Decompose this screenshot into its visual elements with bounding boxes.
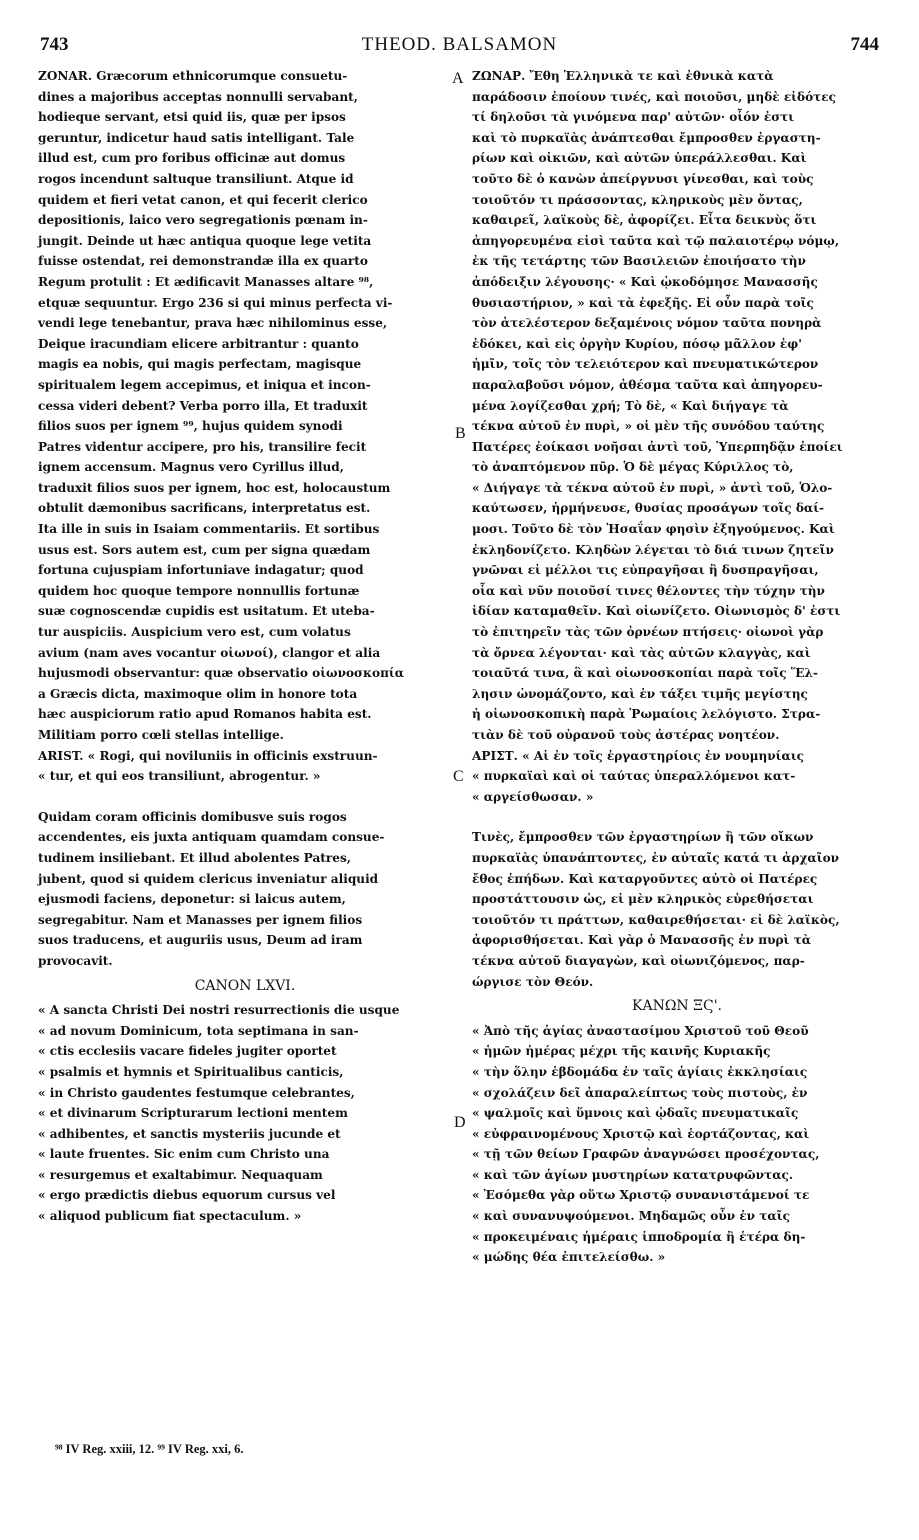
text-line: « προκειμέναις ἡμέραις ἱπποδρομία ἢ ἑτέρα δη- [472,1229,806,1244]
text-line: καὶ τὸ πυρκαϊὰς ἀνάπτεσθαι ἔμπροσθεν ἐργαστη- [472,130,821,145]
text-line: « aliquod publicum fiat spectaculum. » [38,1209,302,1224]
text-line: quidem hoc quoque tempore nonnullis fortunæ [38,583,360,598]
text-line: « resurgemus et exaltabimur. Nequaquam [38,1167,323,1182]
text-line: depositionis, laico vero segregationis pœnam in- [38,213,368,228]
text-line: τιὰν δὲ τοῦ οὐρανοῦ τοὺς ἀστέρας νοητέον. [472,728,780,742]
text-line: spiritualem legem accepimus, et iniqua et incon- [38,377,371,392]
text-line: « psalmis et hymnis et Spiritualibus canticis, [38,1064,344,1079]
greek-zonaras-commentary [472,66,882,746]
text-line: « σχολάζειν δεῖ ἀπαραλείπτως τοὺς πιστοὺς, ἐν [472,1085,808,1100]
page-header [40,34,879,60]
text-line: Πατέρες ἐοίκασι νοῆσαι ἀντὶ τοῦ, Ὑπερπηδᾷν ἐποίει [472,439,843,454]
text-line: ρίων καὶ οἰκιῶν, καὶ αὐτῶν ὑπεράλλεσθαι. Καὶ [472,151,807,166]
text-line: τὰ ὄρνεα λέγονται· καὶ τὰς αὐτῶν κλαγγὰς, καὶ [472,645,811,660]
text-line: « καὶ τῶν ἁγίων μυστηρίων κατατρυφῶντας. [472,1167,794,1182]
text-line: ejusmodi faciens, deponetur: si laicus autem, [38,892,346,907]
text-line: τοιοῦτόν τι πράττων, καθαιρεθήσεται· εἰ δὲ λαϊκὸς, [472,912,840,927]
text-line: ἡμῖν, τοῖς τὸν τελειότερον καὶ πνευματικώτερον [472,357,819,372]
text-line: πυρκαϊὰς ὑπανάπτοντες, ἐν αὐταῖς κατά τι ἀρχαῖον [472,850,840,865]
text-line: rogos incendunt saltuque transiliunt. Atque id [38,171,354,186]
text-line: « Διήγαγε τὰ τέκνα αὐτοῦ ἐν πυρὶ, » ἀντὶ τοῦ, Ὁλο- [472,480,833,495]
text-line: hujusmodi observantur: quæ observatio οἰωνοσκοπία [38,666,405,681]
text-line: tur auspiciis. Auspicium vero est, cum volatus [38,625,351,640]
latin-column [38,66,452,1227]
text-line: « tur, et qui eos transiliunt, abrogentur. » [38,769,321,784]
latin-canon-title: CANON LXVI. [194,977,296,994]
text-line: ἐκληδονίζετο. Κληδὼν λέγεται τὸ διά τινων ζητεῖν [472,542,834,557]
text-line: « ctis ecclesiis vacare fideles jugiter oportet [38,1044,337,1059]
text-line: etquæ sequuntur. Ergo 236 si qui minus perfecta vi- [38,295,393,310]
text-line: « μώδης θέα ἐπιτελείσθω. » [472,1250,666,1265]
latin-paraphrase [38,807,452,972]
text-line: « Ἀπὸ τῆς ἁγίας ἀναστασίμου Χριστοῦ τοῦ Θεοῦ [472,1023,809,1038]
margin-letter-a: A [452,70,464,87]
text-line: τέκνα αὐτοῦ ἐν πυρὶ, » οἱ μὲν τῆς συνόδου ταύτης [472,419,825,434]
text-line: τέκνα αὐτοῦ διαγαγὼν, καὶ οἰωνιζόμενος, παρ- [472,953,805,968]
text-line: ώργισε τὸν Θεόν. [472,974,594,989]
page-number-right: 744 [850,34,879,55]
latin-aristenus-summary [38,746,452,787]
text-line: illud est, cum pro foribus officinæ aut domus [38,151,346,166]
text-line: « τὴν ὅλην ἑβδομάδα ἐν ταῖς ἁγίαις ἐκκλησίαις [472,1064,808,1079]
text-line: μοσι. Τοῦτο δὲ τὸν Ἠσαΐαν φησὶν ἐξηγούμενος. Καὶ [472,522,835,537]
text-line: « πυρκαϊαὶ καὶ οἱ ταύτας ὑπεραλλόμενοι κατ- [472,769,796,784]
text-line: ἀφορισθήσεται. Καὶ γὰρ ὁ Μανασσῆς ἐν πυρὶ τὰ [472,933,812,948]
latin-canon-text [38,1000,452,1227]
text-line: Regum protulit : Et ædificavit Manasses altare ⁹⁸, [38,274,374,289]
greek-aristenus-summary [472,746,882,808]
text-line: Deique iracundiam elicere arbitrantur : quanto [38,336,359,351]
text-line: fortuna cujuspiam infortuniave indagatur; quod [38,563,364,578]
text-line: « in Christo gaudentes festumque celebrantes, [38,1085,355,1100]
text-line: ignem accensum. Magnus vero Cyrillus illud, [38,460,344,475]
text-line: « Ἐσόμεθα γὰρ οὕτω Χριστῷ συνανιστάμενοί τε [472,1188,810,1203]
text-line: fuisse ostendat, rei demonstrandæ illa ex quarto [38,254,368,269]
margin-letter-d: D [454,1114,466,1131]
text-line: καύτωσεν, ἡρμήνευσε, θυσίας προσάγων τοῖς δαί- [472,501,825,516]
text-line: ΑΡΙΣΤ. « Αἱ ἐν τοῖς ἐργαστηρίοις ἐν νουμηνίαις [472,748,805,763]
text-line: hæc auspiciorum ratio apud Romanos habita est. [38,707,372,722]
text-line: Τινὲς, ἔμπροσθεν τῶν ἐργαστηρίων ἢ τῶν οἴκων [472,830,814,845]
text-line: « ad novum Dominicum, tota septimana in san- [38,1023,359,1038]
text-line: a Græcis dicta, maximoque olim in honore tota [38,686,358,701]
text-line: ἰδίαν καταμαθεῖν. Καὶ οἰωνίζετο. Οἰωνισμὸς δ' ἐστι [472,604,841,619]
text-line: « laute fruentes. Sic enim cum Christo una [38,1147,330,1162]
text-line: καθαιρεῖ, λαϊκοὺς δὲ, ἀφορίζει. Εἶτα δεικνὺς ὅτι [472,213,817,228]
text-line: obtulit dæmonibus sacrificans, interpretatus est. [38,501,371,516]
text-line: jubent, quod si quidem clericus inveniatur aliquid [38,871,379,886]
text-line: tudinem insiliebant. Et illud abolentes Patres, [38,850,351,865]
text-line: Militiam porro cœli stellas intellige. [38,728,284,742]
text-line: « τῇ τῶν θείων Γραφῶν ἀναγνώσει προσέχοντας, [472,1147,820,1162]
text-line: suæ cognoscendæ cupidis est usitatum. Et uteba- [38,604,375,619]
text-line: hodieque servant, etsi quid iis, quæ per ipsos [38,110,346,125]
text-line: « et divinarum Scripturarum lectioni mentem [38,1106,348,1121]
text-line: provocavit. [38,953,113,968]
text-line: παραλαβοῦσι νόμον, ἀθέσμα ταῦτα καὶ ἀπηγορευ- [472,377,823,392]
text-line: cessa videri debent? Verba porro illa, Et traduxit [38,398,368,413]
text-line: « adhibentes, et sanctis mysteriis jucunde et [38,1126,341,1141]
text-line: « αργείσθωσαν. » [472,789,594,804]
text-line: τὸν ἀτελέστερον δεξαμένοις νόμον ταῦτα πονηρὰ [472,316,822,331]
text-line: θυσιαστήριον, » καὶ τὰ ἐφεξῆς. Εἰ οὖν παρὰ τοῖς [472,295,814,310]
text-line: avium (nam aves vocantur οἰωνοί), clangor et alia [38,645,381,660]
text-line: traduxit filios suos per ignem, hoc est, holocaustum [38,480,391,495]
text-line: γνῶναι εἰ μέλλοι τις εὐπραγῆσαι ἢ δυσπραγῆσαι, [472,563,819,578]
text-line: geruntur, indicetur haud satis intelligant. Tale [38,130,355,145]
text-line: ἐδόκει, καὶ εἰς ὀργὴν Κυρίου, πόσῳ μᾶλλον ἐφ' [472,336,802,351]
text-line: « A sancta Christi Dei nostri resurrectionis die usque [38,1003,400,1018]
text-line: usus est. Sors autem est, cum per signa quædam [38,542,371,557]
text-line: magis ea nobis, qui magis perfectam, magisque [38,357,362,372]
text-line: suos traducens, et auguriis usus, Deum ad iram [38,933,363,948]
text-line: filios suos per ignem ⁹⁹, hujus quidem synodi [38,419,343,434]
text-line: παράδοσιν ἐποίουν τινές, καὶ ποιοῦσι, μηδὲ εἰδότες [472,89,837,104]
text-line: προστάττουσιν ὡς, εἰ μὲν κληρικὸς εὑρεθήσεται [472,892,814,907]
text-line: « ψαλμοῖς καὶ ὕμνοις καὶ ᾠδαῖς πνευματικαῖς [472,1106,799,1121]
greek-column [472,66,882,1268]
text-line: « εὐφραινομένους Χριστῷ καὶ ἑορτάζοντας, καὶ [472,1126,810,1141]
greek-canon-text [472,1021,882,1268]
text-line: Quidam coram officinis domibusve suis rogos [38,809,347,824]
text-line: τοῦτο δὲ ὁ κανὼν ἀπείργνυσι γίνεσθαι, καὶ τοὺς [472,171,814,186]
text-line: « ἡμῶν ἡμέρας μέχρι τῆς καινῆς Κυριακῆς [472,1044,771,1059]
text-line: τὸ ἐπιτηρεῖν τὰς τῶν ὀρνέων πτήσεις· οἰωνοὶ γὰρ [472,625,824,640]
text-line: Ita ille in suis in Isaiam commentariis. Et sortibus [38,522,380,537]
text-line: « καὶ συνανυψούμενοι. Μηδαμῶς οὖν ἐν ταῖς [472,1209,790,1224]
text-line: μένα λογίζεσθαι χρή; Τὸ δὲ, « Καὶ διήγαγε τὰ [472,398,789,413]
text-line: τὸ ἀναπτόμενον πῦρ. Ὁ δὲ μέγας Κύριλλος τὸ, [472,460,794,475]
text-line: ἀπηγορευμένα εἰσὶ ταῦτα καὶ τῷ παλαιοτέρῳ νόμῳ, [472,233,840,248]
text-line: ἐκ τῆς τετάρτης τῶν Βασιλειῶν ἐποιήσατο τὴν [472,254,806,269]
text-line: vendi lege tenebantur, prava hæc nihilominus esse, [38,316,388,331]
text-line: ἀπόδειξιν λέγουσης· « Καὶ ᾠκοδόμησε Μανασσῆς [472,274,818,289]
text-line: ARIST. « Rogi, qui noviluniis in officinis exstruun- [38,748,378,763]
text-line: τί δηλοῦσι τὰ γινόμενα παρ' αὐτῶν· οἷόν ἐστι [472,110,795,125]
page-number-left: 743 [40,34,69,55]
greek-paraphrase [472,827,882,992]
text-line: λησιν ὠνομάζοντο, καὶ ἐν τάξει τιμῆς μεγίστης [472,686,808,701]
text-line: ΖΩΝΑΡ. Ἔθη Ἑλληνικὰ τε καὶ ἐθνικὰ κατὰ [472,69,774,83]
text-line: τοιοῦτόν τι πράσσοντας, κληρικοὺς μὲν ὄντας, [472,192,803,207]
text-line: ἔθος ἐπήδων. Καὶ καταργοῦντες αὐτὸ οἱ Πατέρες [472,871,818,886]
margin-letter-c: C [453,768,464,785]
text-line: ZONAR. Græcorum ethnicorumque consuetu- [38,69,348,83]
footnotes: ⁹⁸ IV Reg. xxiii, 12. ⁹⁹ IV Reg. xxi, 6. [55,1442,244,1456]
text-line: ἡ οἰωνοσκοπικὴ παρὰ Ῥωμαίοις λελόγιστο. Στρα- [472,707,821,722]
latin-zonaras-commentary [38,66,452,746]
running-title: THEOD. BALSAMON [361,34,558,55]
text-line: accendentes, eis juxta antiquam quamdam consue- [38,830,385,845]
text-line: Patres videntur accipere, pro his, transilire fecit [38,439,367,454]
text-line: jungit. Deinde ut hæc antiqua quoque lege vetita [38,233,372,248]
text-line: τοιαῦτά τινα, ἃ καὶ οἰωνοσκοπίαι παρὰ τοῖς Ἕλ- [472,666,818,681]
margin-letter-b: B [455,425,466,442]
text-line: quidem et fieri vetat canon, et qui fecerit clerico [38,192,368,207]
text-line: segregabitur. Nam et Manasses per ignem filios [38,912,363,927]
text-line: dines a majoribus acceptas nonnulli servabant, [38,89,358,104]
greek-canon-title: ΚΑΝΩΝ ΞϚ'. [632,998,722,1015]
text-line: οἷα καὶ νῦν ποιοῦσί τινες θέλοντες τὴν τύχην τὴν [472,583,825,598]
text-line: « ergo prædictis diebus equorum cursus vel [38,1188,336,1203]
